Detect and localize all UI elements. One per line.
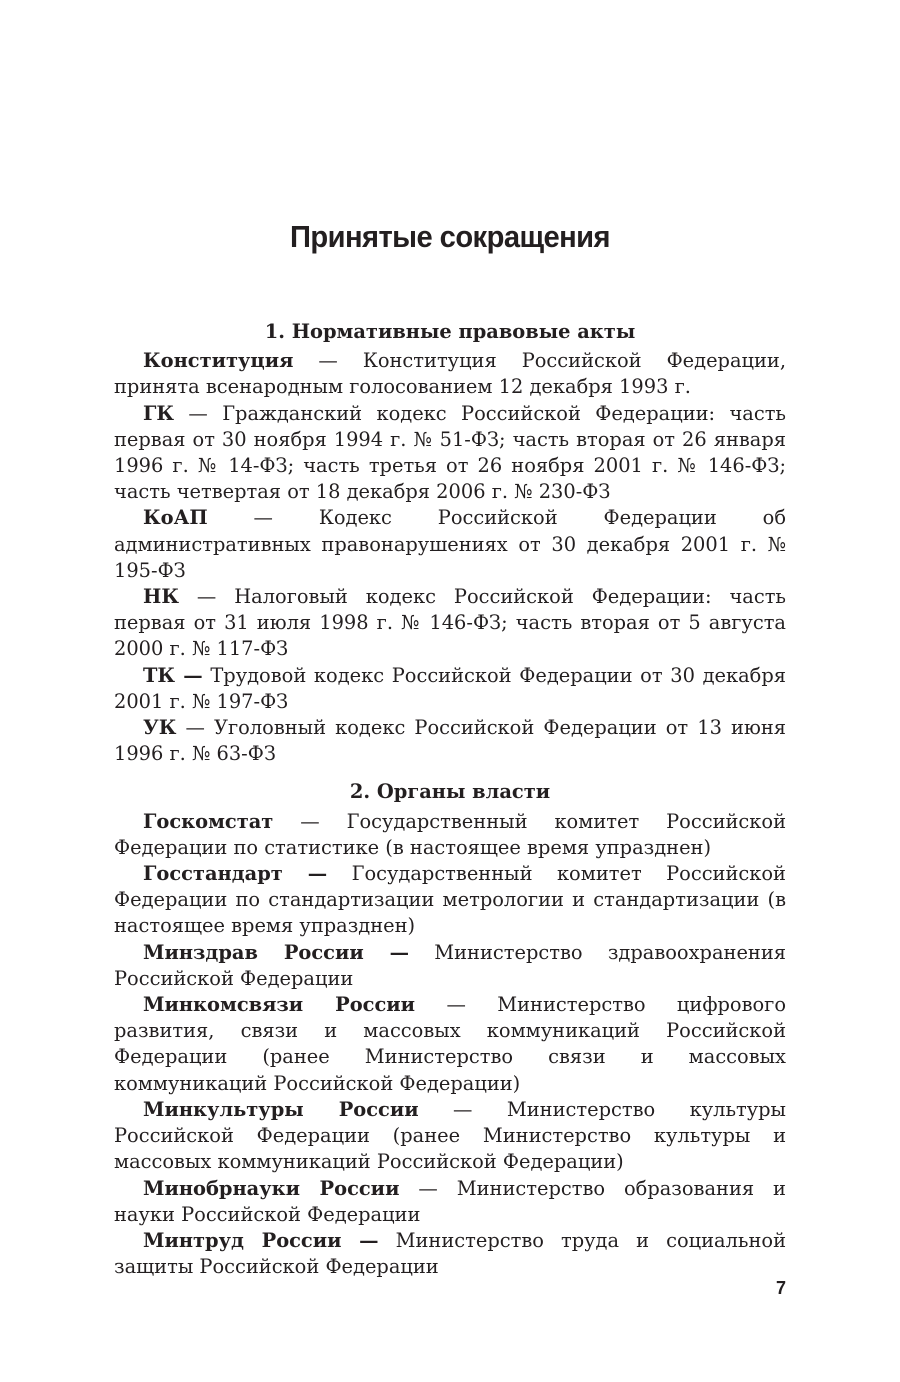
abbreviation-definition: Министерство цифрового развития, связи и массовых коммуникаций Российской Федерации (ранее Министерство связи и массовых коммуникаций Российской Федерации): [114, 993, 787, 1095]
dash-separator: —: [178, 585, 235, 609]
abbreviation-term: Минобрнауки России: [143, 1176, 400, 1200]
abbreviation-term: Госкомстат: [143, 809, 274, 833]
list-item: [114, 715, 786, 767]
abbreviation-definition: Министерство труда и социальной защиты Российской Федерации: [114, 1228, 786, 1279]
abbreviation-term: Минкомсвязи России: [143, 993, 416, 1017]
abbreviation-term: Минтруд России —: [143, 1228, 379, 1252]
list-item: [114, 1176, 786, 1228]
page-number: 7: [775, 1278, 786, 1298]
abbreviation-term: Конституция: [143, 349, 294, 373]
list-item: [114, 861, 786, 940]
list-item: [114, 505, 786, 584]
body-text: [114, 319, 786, 1280]
page-title: Принятые сокращения: [290, 219, 610, 254]
abbreviation-term: Минкультуры России: [143, 1097, 419, 1121]
abbreviation-definition: Уголовный кодекс Российской Федерации от 13 июня 1996 г. № 63-ФЗ: [114, 716, 787, 766]
dash-separator: —: [399, 1176, 457, 1200]
dash-separator: —: [293, 349, 363, 373]
list-item: [114, 940, 786, 992]
list-item: [114, 348, 786, 400]
abbreviation-term: Госстандарт —: [143, 862, 328, 886]
list-item: [114, 809, 786, 861]
dash-separator: —: [418, 1097, 507, 1121]
list-item: [114, 663, 786, 715]
abbreviation-definition: Налоговый кодекс Российской Федерации: часть первая от 31 июля 1998 г. № 146-ФЗ; часть вторая от 5 августа 2000 г. № 117-ФЗ: [114, 585, 786, 661]
abbreviation-definition: Министерство здравоохранения Российской Федерации: [114, 940, 786, 990]
abbreviation-definition: Министерство культуры Российской Федерации (ранее Министерство культуры и массовых коммуникаций Российской Федерации): [114, 1097, 786, 1174]
abbreviation-definition: Конституция Российской Федерации, принята всенародным голосованием 12 декабря 1993 г.: [114, 349, 787, 399]
list-item: [114, 1097, 786, 1176]
abbreviation-term: ГК: [143, 401, 175, 425]
dash-separator: —: [273, 809, 347, 833]
abbreviation-definition: Кодекс Российской Федерации об административных правонарушениях от 30 декабря 2001 г. № 195-ФЗ: [114, 506, 787, 582]
section-heading-authorities: 2. Органы власти: [349, 780, 551, 804]
dash-separator: —: [176, 716, 214, 740]
dash-separator: [327, 862, 351, 885]
abbreviation-term: ТК —: [143, 663, 203, 687]
list-item: [114, 1228, 786, 1280]
dash-separator: [379, 1229, 396, 1252]
abbreviation-term: НК: [143, 585, 179, 609]
abbreviation-definition: Министерство образования и науки Российской Федерации: [114, 1176, 786, 1226]
list-item: [114, 992, 786, 1097]
dash-separator: —: [415, 993, 498, 1017]
section-heading-normative-acts: 1. Нормативные правовые акты: [264, 320, 636, 343]
list-item: [114, 401, 786, 506]
list-item: [114, 584, 786, 663]
dash-separator: —: [207, 506, 319, 530]
abbreviation-definition: Гражданский кодекс Российской Федерации: часть первая от 30 ноября 1994 г. № 51-ФЗ; часть вторая от 26 января 1996 г. № 14-ФЗ; часть третья от 26 ноября 2001 г. № 146-ФЗ; часть четвертая от 18 декабря 2006 г. № 230-ФЗ: [114, 401, 786, 504]
abbreviation-definition: Государственный комитет Российской Федерации по стандартизации метрологии и стандартизации (в настоящее время упразднен): [114, 862, 786, 938]
dash-separator: —: [174, 401, 223, 425]
abbreviation-definition: Трудовой кодекс Российской Федерации от 30 декабря 2001 г. № 197-ФЗ: [114, 663, 786, 713]
abbreviation-term: Минздрав России —: [143, 940, 409, 964]
abbreviation-term: УК: [143, 716, 177, 740]
abbreviation-term: КоАП: [143, 506, 208, 530]
dash-separator: [409, 941, 434, 964]
abbreviation-definition: Государственный комитет Российской Федерации по статистике (в настоящее время упразднен): [114, 809, 786, 859]
